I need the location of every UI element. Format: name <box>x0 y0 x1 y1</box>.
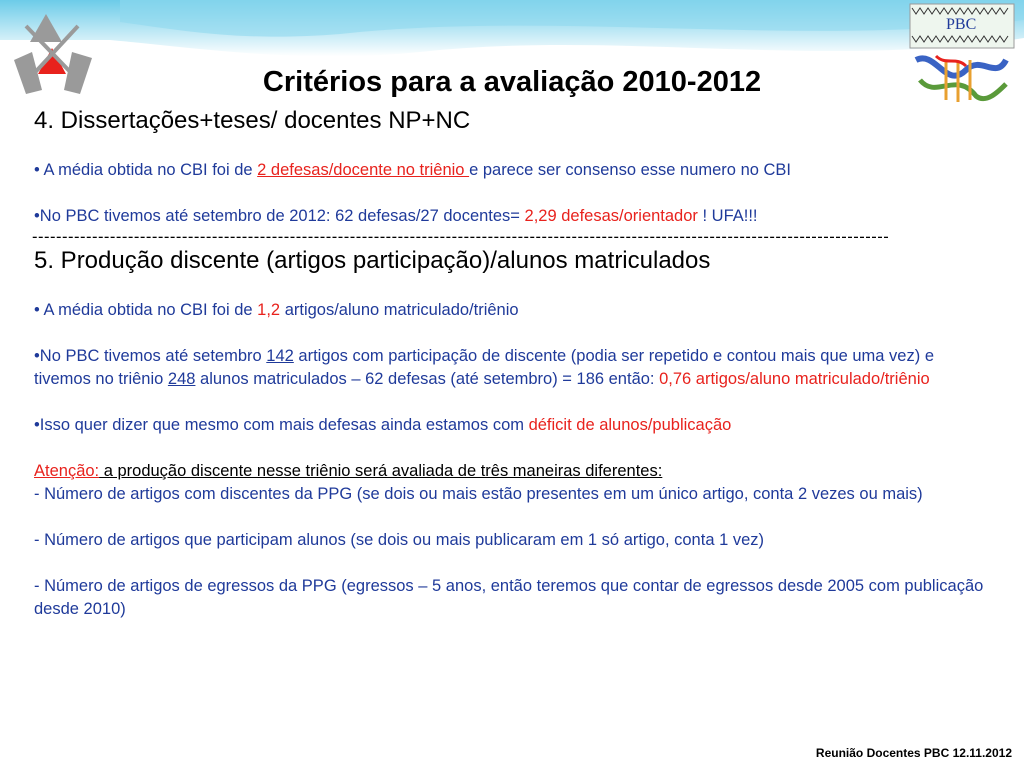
text-fragment: e parece ser consenso esse numero no CBI <box>469 161 792 179</box>
attention-text: a produção discente nesse triênio será avaliada de três maneiras diferentes: <box>99 462 663 480</box>
highlight-value: 1,2 <box>257 301 281 319</box>
underlined-number: 248 <box>167 370 196 388</box>
section-5-bullet-3 <box>34 414 994 437</box>
text-fragment: artigos com participação de discente (podia ser repetido e contou mais que uma vez) e tivemos no triênio <box>34 347 934 388</box>
text-fragment: artigos/aluno matriculado/triênio <box>280 301 519 319</box>
section-4-bullet-2 <box>34 205 994 228</box>
slide-title: Critérios para a avaliação 2010-2012 <box>262 66 762 98</box>
highlight-value: 2 defesas/docente no triênio <box>257 161 470 179</box>
slide-footer: Reunião Docentes PBC 12.11.2012 <box>815 746 1012 760</box>
text-fragment: •Isso quer dizer que mesmo com mais defesas ainda estamos com <box>34 416 529 434</box>
text-fragment: alunos matriculados – 62 defesas (até setembro) = 186 então: <box>195 370 660 388</box>
section-5-heading: 5. Produção discente (artigos participação)/alunos matriculados <box>34 247 711 274</box>
section-4-bullet-1 <box>34 159 994 182</box>
highlight-value: 2,29 defesas/orientador <box>524 207 698 225</box>
criteria-item-3: - Número de artigos de egressos da PPG (egressos – 5 anos, então teremos que contar de egressos desde 2005 com publicação desde 2010) <box>34 577 984 618</box>
criteria-item-2: - Número de artigos que participam alunos (se dois ou mais publicaram em 1 só artigo, conta 1 vez) <box>34 531 765 549</box>
text-fragment: • A média obtida no CBI foi de <box>34 161 258 179</box>
underlined-number: 142 <box>266 347 294 365</box>
section-5-bullet-2 <box>34 345 994 391</box>
slide-content <box>34 106 994 621</box>
highlight-value: 0,76 artigos/aluno matriculado/triênio <box>659 370 930 388</box>
text-fragment: • A média obtida no CBI foi de <box>34 301 258 319</box>
criteria-item-1: - Número de artigos com discentes da PPG (se dois ou mais estão presentes em um único artigo, conta 2 vezes ou mais) <box>34 485 923 503</box>
attention-label: Atenção: <box>34 462 100 480</box>
section-4-heading: 4. Dissertações+teses/ docentes NP+NC <box>34 107 471 134</box>
text-fragment: •No PBC tivemos até setembro <box>34 347 267 365</box>
attention-line <box>34 460 994 483</box>
section-5-bullet-1 <box>34 299 994 322</box>
text-fragment: •No PBC tivemos até setembro de 2012: 62 defesas/27 docentes= <box>34 207 525 225</box>
text-fragment: ! UFA!!! <box>697 207 758 225</box>
section-divider: ----------------------------------------------------------------------------------------------------------------------------------------------- <box>32 228 890 246</box>
pbc-logo-text: PBC <box>946 16 977 33</box>
highlight-value: déficit de alunos/publicação <box>528 416 732 434</box>
